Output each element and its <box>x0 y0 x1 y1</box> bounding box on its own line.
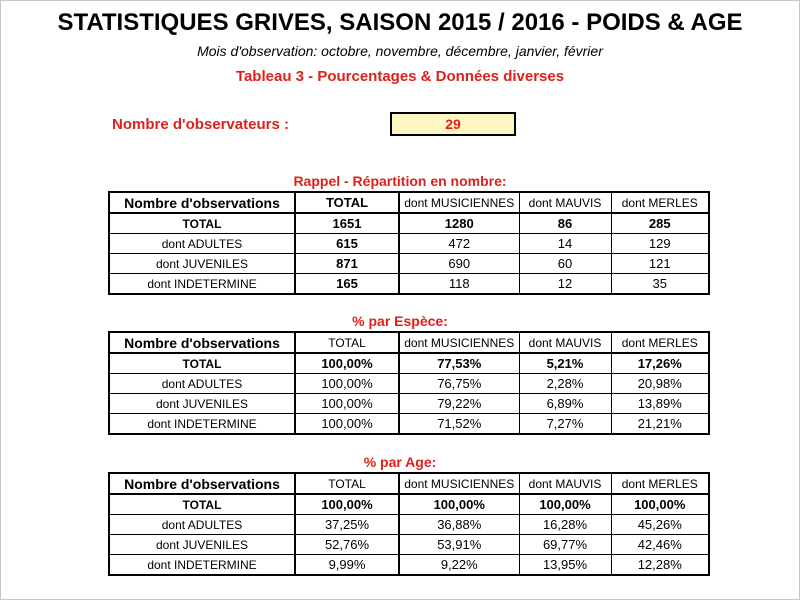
table-row <box>109 535 709 555</box>
cell: 100,00% <box>399 494 519 515</box>
header-cell: dont MAUVIS <box>519 473 611 494</box>
cell: 16,28% <box>519 515 611 535</box>
cell: 285 <box>611 213 709 234</box>
table-row <box>109 274 709 295</box>
header-cell: dont MUSICIENNES <box>399 473 519 494</box>
cell: 21,21% <box>611 414 709 435</box>
row-label: dont ADULTES <box>109 515 295 535</box>
table-row <box>109 494 709 515</box>
header-cell: Nombre d'observations <box>109 473 295 494</box>
cell: 5,21% <box>519 353 611 374</box>
cell: 615 <box>295 234 399 254</box>
table-header-row <box>109 473 709 494</box>
cell: 45,26% <box>611 515 709 535</box>
cell: 690 <box>399 254 519 274</box>
cell: 17,26% <box>611 353 709 374</box>
cell: 871 <box>295 254 399 274</box>
cell: 13,89% <box>611 394 709 414</box>
header-cell: TOTAL <box>295 192 399 213</box>
row-label: dont JUVENILES <box>109 394 295 414</box>
page-title: STATISTIQUES GRIVES, SAISON 2015 / 2016 - POIDS & AGE <box>57 9 743 36</box>
cell: 12,28% <box>611 555 709 576</box>
table2 <box>108 331 710 435</box>
cell: 37,25% <box>295 515 399 535</box>
row-label: dont JUVENILES <box>109 254 295 274</box>
table1-title: Rappel - Répartition en nombre: <box>293 173 507 189</box>
row-label: dont INDETERMINE <box>109 274 295 295</box>
cell: 53,91% <box>399 535 519 555</box>
cell: 52,76% <box>295 535 399 555</box>
row-label: TOTAL <box>109 213 295 234</box>
cell: 2,28% <box>519 374 611 394</box>
table3-title: % par Age: <box>363 454 437 470</box>
header-cell: TOTAL <box>295 473 399 494</box>
row-label: TOTAL <box>109 353 295 374</box>
cell: 13,95% <box>519 555 611 576</box>
header-cell: dont MAUVIS <box>519 332 611 353</box>
cell: 7,27% <box>519 414 611 435</box>
header-cell: dont MUSICIENNES <box>399 192 519 213</box>
table-row <box>109 213 709 234</box>
header-cell: dont MAUVIS <box>519 192 611 213</box>
cell: 20,98% <box>611 374 709 394</box>
table-row <box>109 234 709 254</box>
cell: 36,88% <box>399 515 519 535</box>
observers-value: 29 <box>390 112 516 136</box>
cell: 121 <box>611 254 709 274</box>
row-label: dont INDETERMINE <box>109 414 295 435</box>
cell: 86 <box>519 213 611 234</box>
table-row <box>109 254 709 274</box>
cell: 42,46% <box>611 535 709 555</box>
cell: 472 <box>399 234 519 254</box>
cell: 77,53% <box>399 353 519 374</box>
cell: 100,00% <box>519 494 611 515</box>
cell: 76,75% <box>399 374 519 394</box>
row-label: dont ADULTES <box>109 374 295 394</box>
cell: 60 <box>519 254 611 274</box>
cell: 100,00% <box>295 394 399 414</box>
cell: 9,99% <box>295 555 399 576</box>
cell: 100,00% <box>295 414 399 435</box>
table-row <box>109 394 709 414</box>
table-header-row <box>109 332 709 353</box>
cell: 9,22% <box>399 555 519 576</box>
observers-label: Nombre d'observateurs : <box>112 116 289 133</box>
cell: 100,00% <box>295 494 399 515</box>
table-row <box>109 353 709 374</box>
header-cell: dont MERLES <box>611 192 709 213</box>
row-label: dont INDETERMINE <box>109 555 295 576</box>
table-row <box>109 555 709 576</box>
header-cell: dont MERLES <box>611 473 709 494</box>
table1 <box>108 191 710 295</box>
table-row <box>109 414 709 435</box>
header-cell: Nombre d'observations <box>109 332 295 353</box>
cell: 6,89% <box>519 394 611 414</box>
header-cell: TOTAL <box>295 332 399 353</box>
table-header-row <box>109 192 709 213</box>
row-label: TOTAL <box>109 494 295 515</box>
table2-title: % par Espèce: <box>352 313 448 329</box>
cell: 165 <box>295 274 399 295</box>
table3 <box>108 472 710 576</box>
table-row <box>109 515 709 535</box>
cell: 79,22% <box>399 394 519 414</box>
cell: 69,77% <box>519 535 611 555</box>
cell: 1651 <box>295 213 399 234</box>
cell: 129 <box>611 234 709 254</box>
cell: 100,00% <box>295 374 399 394</box>
tableau-heading: Tableau 3 - Pourcentages & Données diverses <box>235 68 565 85</box>
cell: 1280 <box>399 213 519 234</box>
cell: 100,00% <box>611 494 709 515</box>
cell: 14 <box>519 234 611 254</box>
header-cell: Nombre d'observations <box>109 192 295 213</box>
table-row <box>109 374 709 394</box>
cell: 100,00% <box>295 353 399 374</box>
header-cell: dont MUSICIENNES <box>399 332 519 353</box>
cell: 71,52% <box>399 414 519 435</box>
row-label: dont JUVENILES <box>109 535 295 555</box>
row-label: dont ADULTES <box>109 234 295 254</box>
cell: 12 <box>519 274 611 295</box>
page-subtitle: Mois d'observation: octobre, novembre, décembre, janvier, février <box>197 43 603 59</box>
header-cell: dont MERLES <box>611 332 709 353</box>
cell: 35 <box>611 274 709 295</box>
cell: 118 <box>399 274 519 295</box>
